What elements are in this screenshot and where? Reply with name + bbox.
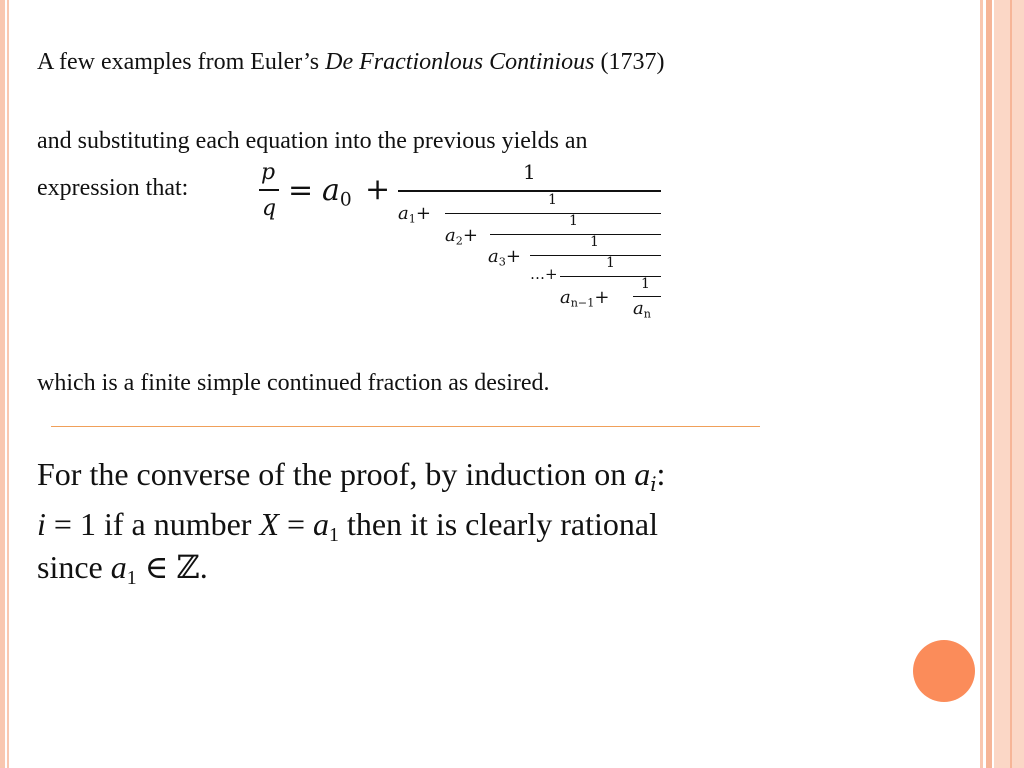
equals-sign: = [288, 173, 314, 208]
plus-sign: + [365, 172, 391, 207]
frame-left-stripe-thin [7, 0, 9, 768]
fraction-bar-level3 [530, 255, 661, 256]
a0: $a_0$ [322, 173, 352, 211]
fraction-bar-level2 [490, 234, 661, 235]
fraction-bar-level5 [633, 296, 661, 297]
intro-year: (1737) [594, 49, 665, 75]
intro-prefix: A few examples from Euler’s [37, 49, 326, 75]
frame-right-band [994, 0, 1024, 768]
fraction-bar-level0 [398, 190, 661, 192]
numerator-1-level0: 1 [523, 160, 536, 184]
paragraph-conclusion: which is a finite simple continued fraction as desired. [37, 370, 550, 396]
frame-right-stripe [980, 0, 983, 768]
frame-left-stripe [0, 0, 5, 768]
fraction-bar-pq [259, 189, 279, 191]
converse-line-1: For the converse of the proof, by induction on $a_i$: [37, 456, 666, 496]
numerator-p: p [261, 160, 276, 185]
a3-term: $a_3+$ [488, 246, 521, 269]
numerator-1-level3: 1 [590, 234, 599, 250]
denominator-q: q [262, 196, 277, 221]
converse-line-3: since $a_1$ ∈ ℤ. [37, 549, 208, 589]
ellipsis-term: …+ [530, 265, 558, 283]
numerator-1-level1: 1 [548, 192, 557, 208]
a1-term: $a_1+$ [398, 203, 431, 226]
accent-circle [913, 640, 975, 702]
numerator-1-level5: 1 [641, 276, 650, 292]
an-minus-1-term: $a_{n-1}+$ [560, 287, 610, 310]
frame-right-stripe-inner [1010, 0, 1012, 768]
an-term: $a_n$ [633, 298, 651, 321]
a2-term: $a_2+$ [445, 225, 478, 248]
paragraph-line-1: and substituting each equation into the previous yields an [37, 128, 588, 154]
paragraph-line-2: expression that: [37, 175, 189, 201]
numerator-1-level2: 1 [569, 213, 578, 229]
intro-line [37, 49, 664, 76]
fraction-bar-level1 [445, 213, 661, 214]
section-divider [51, 426, 760, 427]
frame-right-stripe-dark [986, 0, 992, 768]
numerator-1-level4: 1 [606, 255, 615, 271]
book-title: De Fractionlous Continious [325, 49, 595, 75]
converse-line-2: i = 1 if a number $X = a_1$ then it is clearly rational [37, 506, 658, 546]
